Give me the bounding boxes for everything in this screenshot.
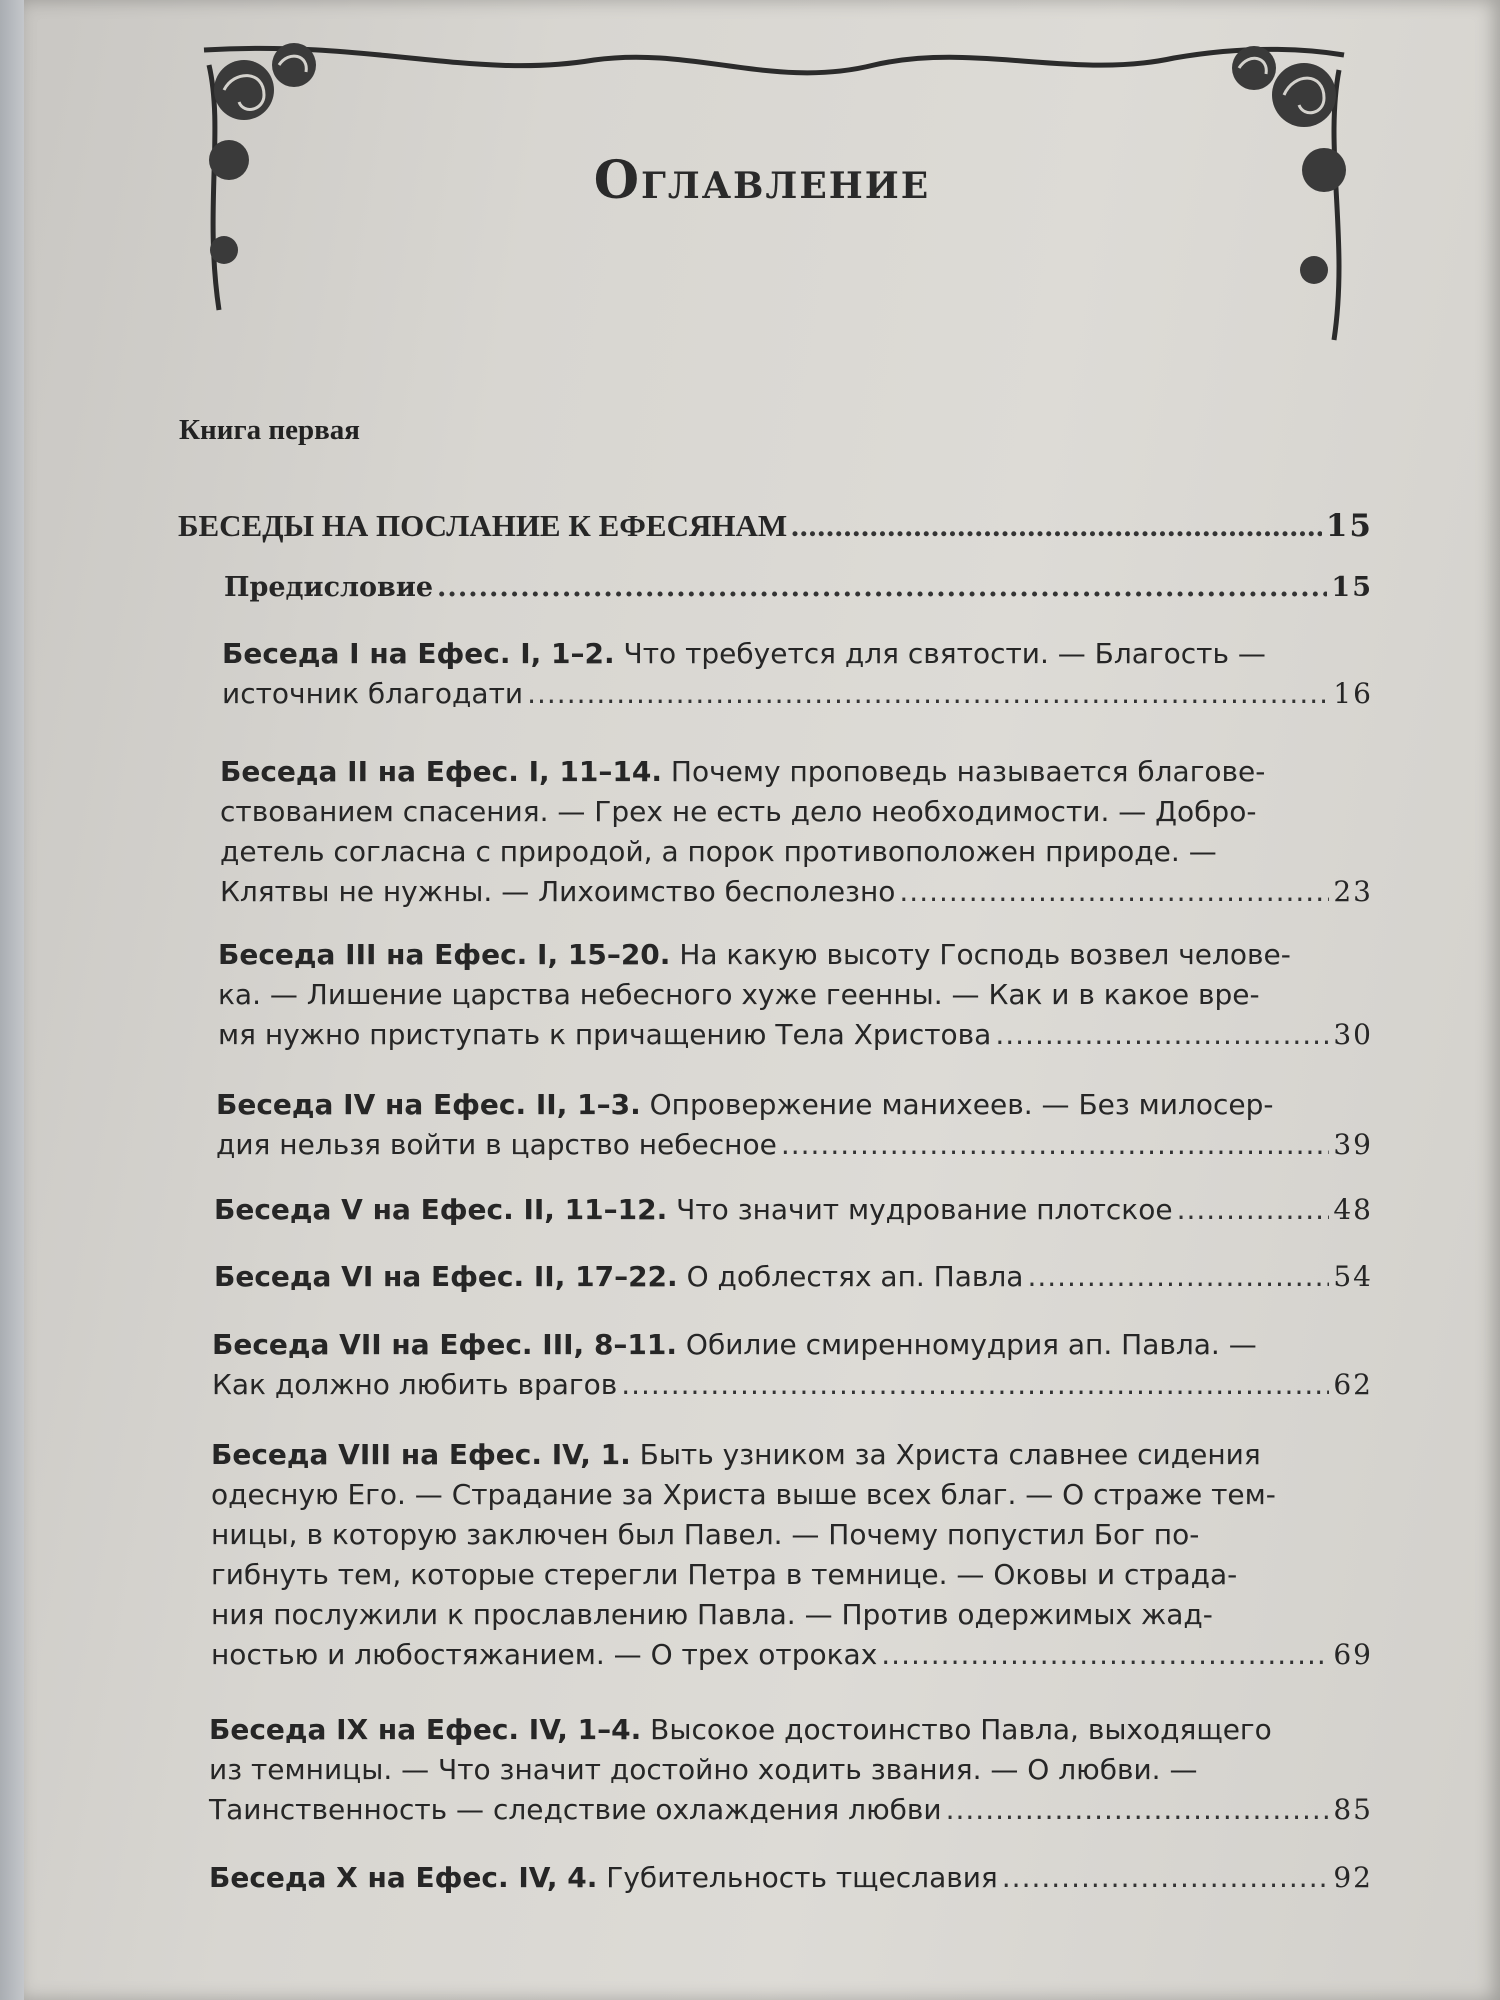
homily-summary: О доблестях ап. Павла	[677, 1260, 1024, 1293]
homily-title: Беседа III на Ефес. I, 15–20.	[218, 938, 671, 971]
toc-page-number: 30	[1333, 1018, 1373, 1051]
table-of-contents	[24, 0, 1500, 2000]
toc-page-number: 23	[1333, 875, 1373, 908]
homily-summary: Быть узником за Христа славнее сидения	[630, 1438, 1261, 1471]
toc-page-number: 92	[1333, 1861, 1373, 1894]
homily-summary: ка. — Лишение царства небесного хуже геенны. — Как и в какое вре-	[218, 978, 1260, 1011]
toc-entry-homily[interactable]	[212, 1325, 1373, 1405]
toc-page-number: 54	[1333, 1260, 1373, 1293]
homily-summary: Как должно любить врагов	[212, 1368, 618, 1401]
toc-entry-homily[interactable]	[209, 1710, 1373, 1830]
dot-leader	[1027, 1257, 1329, 1297]
homily-summary: одесную Его. — Страдание за Христа выше всех благ. — О страже тем-	[211, 1478, 1276, 1511]
homily-title: Беседа IX на Ефес. IV, 1–4.	[209, 1713, 642, 1746]
homily-summary: Что значит мудрование плотское	[667, 1193, 1173, 1226]
toc-entry-preface[interactable]	[224, 568, 1373, 608]
toc-entry-homily[interactable]	[222, 634, 1373, 714]
toc-page-number: 15	[1325, 508, 1373, 544]
homily-summary: Таинственность — следствие охлаждения любви	[209, 1793, 942, 1826]
homily-summary: гибнуть тем, которые стерегли Петра в темнице. — Оковы и страда-	[211, 1558, 1238, 1591]
book-label: Книга первая	[179, 414, 360, 446]
homily-summary: мя нужно приступать к причащению Тела Христова	[218, 1018, 992, 1051]
dot-leader	[995, 1015, 1329, 1055]
dot-leader	[621, 1365, 1329, 1405]
toc-entry-homily[interactable]	[218, 935, 1373, 1055]
homily-summary: Клятвы не нужны. — Лихоимство бесполезно	[220, 875, 896, 908]
homily-title: Беседа X на Ефес. IV, 4.	[209, 1861, 598, 1894]
homily-summary: Высокое достоинство Павла, выходящего	[641, 1713, 1272, 1746]
homily-summary: из темницы. — Что значит достойно ходить звания. — О любви. —	[209, 1753, 1198, 1786]
dot-leader	[437, 568, 1327, 608]
homily-summary: Почему проповедь называется благове-	[662, 755, 1266, 788]
toc-entry-homily[interactable]	[211, 1435, 1373, 1675]
toc-page-number: 39	[1333, 1128, 1373, 1161]
toc-entry-homily[interactable]	[220, 752, 1373, 912]
toc-page-number: 15	[1331, 572, 1373, 603]
toc-page-number: 62	[1333, 1368, 1373, 1401]
toc-entry-homily[interactable]	[216, 1085, 1373, 1165]
homily-summary: ностью и любостяжанием. — О трех отроках	[211, 1638, 878, 1671]
homily-title: Беседа II на Ефес. I, 11–14.	[220, 755, 662, 788]
toc-entry-homily[interactable]	[209, 1858, 1373, 1898]
homily-summary: детель согласна с природой, а порок противоположен природе. —	[220, 835, 1217, 868]
dot-leader	[1002, 1858, 1330, 1898]
homily-summary: дия нельзя войти в царство небесное	[216, 1128, 777, 1161]
toc-entry-title: Предисловие	[224, 572, 434, 603]
book-spine-edge	[0, 0, 24, 2000]
toc-entry-homily[interactable]	[214, 1190, 1373, 1230]
homily-summary: Губительность тщеславия	[597, 1861, 998, 1894]
toc-page-number: 16	[1333, 677, 1373, 710]
toc-page-number: 69	[1333, 1638, 1373, 1671]
homily-title: Беседа VII на Ефес. III, 8–11.	[212, 1328, 678, 1361]
homily-title: Беседа VIII на Ефес. IV, 1.	[211, 1438, 631, 1471]
dot-leader	[899, 872, 1329, 912]
homily-title: Беседа IV на Ефес. II, 1–3.	[216, 1088, 641, 1121]
homily-title: Беседа I на Ефес. I, 1–2.	[222, 637, 615, 670]
homily-summary: источник благодати	[222, 677, 524, 710]
homily-summary: ния послужили к прославлению Павла. — Против одержимых жад-	[211, 1598, 1213, 1631]
dot-leader	[781, 1125, 1330, 1165]
dot-leader	[946, 1790, 1330, 1830]
page-title: Оглавление	[593, 150, 931, 211]
homily-title: Беседа V на Ефес. II, 11–12.	[214, 1193, 668, 1226]
dot-leader	[1177, 1190, 1330, 1230]
homily-summary: Опровержение манихеев. — Без милосер-	[640, 1088, 1274, 1121]
dot-leader	[881, 1635, 1329, 1675]
homily-summary: ницы, в которую заключен был Павел. — Почему попустил Бог по-	[211, 1518, 1200, 1551]
homily-summary: ствованием спасения. — Грех не есть дело необходимости. — Добро-	[220, 795, 1257, 828]
homily-summary: Что требуется для святости. — Благость —	[614, 637, 1266, 670]
toc-page-number: 48	[1333, 1193, 1373, 1226]
book-page	[24, 0, 1500, 2000]
toc-entry-title: БЕСЕДЫ НА ПОСЛАНИЕ К ЕФЕСЯНАМ	[178, 508, 788, 543]
toc-entry-homily[interactable]	[214, 1257, 1373, 1297]
dot-leader	[791, 506, 1322, 546]
homily-summary: На какую высоту Господь возвел челове-	[670, 938, 1291, 971]
homily-summary: Обилие смиренномудрия ап. Павла. —	[677, 1328, 1257, 1361]
toc-entry-section[interactable]	[178, 506, 1373, 552]
dot-leader	[527, 674, 1329, 714]
homily-title: Беседа VI на Ефес. II, 17–22.	[214, 1260, 678, 1293]
toc-page-number: 85	[1333, 1793, 1373, 1826]
